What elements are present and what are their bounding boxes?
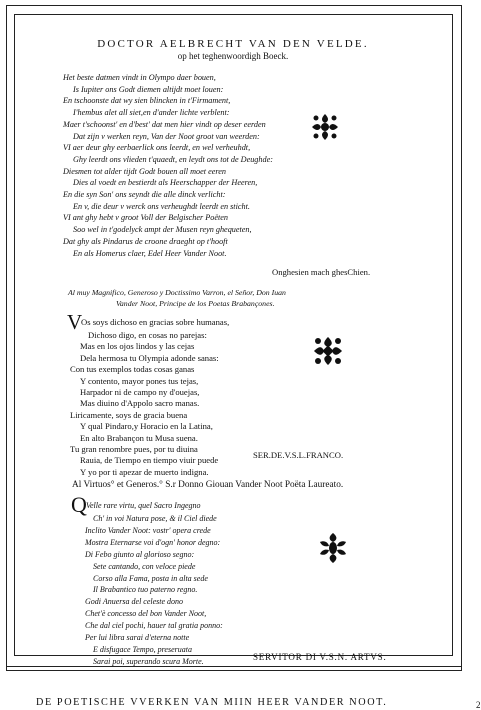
poem-line [75,608,375,620]
running-footer: DE POETISCHE VVERKEN VAN MIIN HEER VANDER NOOT. [36,697,388,708]
poem-line-text: En alto Brabançon tu Musa suena. [80,432,198,443]
poem-line [71,492,375,517]
poem-line [75,584,375,596]
poem-line-text: Sarai poi, superando scura Morte. [93,656,204,666]
poem-line-text: Inclito Vander Noot: vostr' opera crede [85,525,211,535]
poem-line-text: Dela hermosa tu Olympia adonde sanas: [80,352,219,363]
poem-line: En v, die deur v werck ons verheughdt leerdt en sticht. [73,201,250,211]
poem-line-text: Mostra Eternarse voi d'ogn' honor degno: [85,537,221,547]
poem-line-text: E disfugace Tempo, preseruata [93,644,192,654]
poem-line-text: Harpador ni de campo ny d'ouejas, [80,387,200,398]
poem-line-text: Il Brabantico tuo paterno regno. [93,585,198,595]
poem-line [75,573,375,585]
italian-sonnet [71,492,375,668]
poem-line [70,467,370,478]
poem-line-text: Rauia, de Tiempo en tiempo viuir puede [80,455,219,466]
poem-line: VI aer deur ghy eerbaerlick ons leerdt, en wel verheuhdt, [63,143,251,153]
poem-line [67,310,370,334]
poem-line: Dat ghy als Pindarus de croone draeght op t'hooft [63,236,228,246]
poem-line-text: Os soys dichoso en gracias sobre humanas, [81,317,230,327]
poem-line [75,596,375,608]
poem-line: Diesmen tot alder tijdt Godt bouen all moet eeren [63,166,226,176]
poem-line: En die syn Son' ons seyndt die alle dinck verlicht: [63,190,226,200]
poem-line [75,513,375,525]
fleuron-ornament-icon [318,532,348,564]
poem-line [70,376,370,387]
poem-line-text: Con tus exemplos todas cosas ganas [70,364,195,375]
poem-line: Is Iupiter ons Godt diemen altijdt moet louen: [73,84,224,94]
poem-line [70,398,370,409]
poem-line-text: Corso alla Fama, posta in alta sede [93,573,208,583]
poem-line [70,421,370,432]
poem-line [70,410,370,421]
page-subheading: op het teghenwoordigh Boeck. [177,51,289,61]
fleuron-ornament-icon [313,336,343,366]
poem-line-text: Y qual Pindaro,y Horacio en la Latina, [80,421,213,432]
poem-line: Dies al voedt en bestierdt als Heerschapper der Heeren, [73,178,258,188]
poem-line-text: Per lui libra sarai d'eterna notte [85,633,190,643]
poem-line-text: Liricamente, soys de gracia buena [70,409,188,420]
poem-line-text: Mas en los ojos lindos y las cejas [80,341,195,352]
poem-line-text: Di Febo giunto al glorioso segno: [85,549,195,559]
drop-cap: V [67,310,83,334]
poem-line-text: Mas diuino d'Appolo sacro manas. [80,398,200,409]
poem-line: Dat zijn v werken reyn, Van der Noot groot van weerden: [73,131,260,141]
poem-line: Het beste datmen vindt in Olympo daer bouen, [63,73,216,82]
poem-line [70,433,370,444]
poem-line: Maer t'schoonst' en d'best' dat men hier vindt op deser eerden [63,119,266,129]
poem-line-text: Godi Anuersa del celeste dono [85,597,184,607]
dutch-poem [63,72,363,259]
poem-line: Soo wel in t'godelyck ampt der Musen reyn ghequeten, [73,225,252,235]
drop-cap: Q [71,492,87,517]
poem-line-text: Sete cantando, con veloce piede [93,561,196,571]
poem-line-text: Ch' in voi Natura pose, & il Ciel diede [93,514,217,523]
spanish-sonnet-signature: SER.DE.V.S.L.FRANCO. [253,450,344,460]
spanish-dedication-title [68,288,420,309]
poem-line: VI ant ghy hebt v groot Voll der Belgischer Poëten [63,213,228,223]
poem-line-text: Dichoso digo, en cosas no parejas: [88,330,207,340]
dedication-line: Vander Noot, Principe de los Poetas Brabançones. [116,298,275,308]
page-number: 2 [476,700,481,710]
italian-sonnet-signature: SERVITOR DI V.S.N. ARTVS. [253,652,387,662]
poem-line: Ghy leerdt ons vlieden t'quaedt, en leydt ons tot de Deughde: [73,154,273,164]
italian-dedication-title: Al Virtuos° et Generos.° S.r Donno Giouan Vander Noot Poëta Laureato. [72,480,344,490]
dutch-poem-motto: Onghesien mach ghesChien. [272,267,371,277]
poem-line-text: Y yo por ti apezar de muerto indigna. [80,466,209,477]
page-heading: DOCTOR AELBRECHT VAN DEN VELDE. [97,38,369,50]
page-content [20,20,481,710]
poem-line-text: Y contento, mayor pones tus tejas, [80,375,199,386]
poem-line: En als Homerus claer, Edel Heer Vander Noot. [73,248,227,258]
poem-line: I'hembus alet all siet,en d'ander lichte verblent: [73,108,230,118]
poem-line [75,620,375,632]
poem-line [75,632,375,644]
poem-line-text: Che dal ciel pochi, hauer tal gratia ponno: [85,621,223,631]
poem-line-text: Chet'è concesso del bon Vander Noot, [85,609,207,619]
poem-line: En tschoonste dat wy sien blincken in t'Firmament, [63,96,231,106]
dedication-line: Al muy Magnifico, Generoso y Doctissimo Varron, el Señor, Don Iuan [68,288,286,297]
poem-line-text: Velle rare virtu, quel Sacro Ingegno [86,501,201,510]
fleuron-ornament-icon [310,112,340,142]
poem-line-text: Tu gran renombre pues, por tu diuina [70,444,198,455]
poem-line [70,387,370,398]
